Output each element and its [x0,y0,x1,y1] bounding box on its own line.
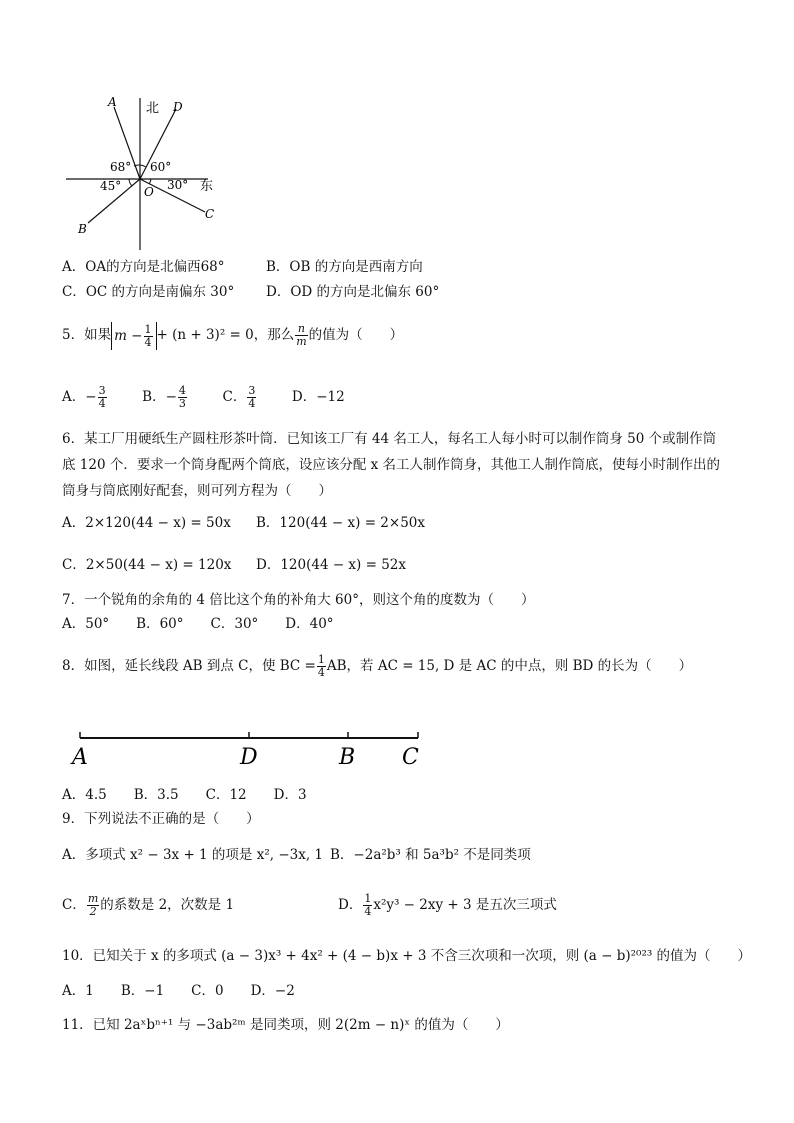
q5-option-b-den: 3 [178,397,186,410]
q5-frac1-num: 1 [144,322,152,336]
q9-option-c-label: C． [62,897,86,913]
segment-diagram [68,724,428,772]
q8-frac-num: 1 [317,653,325,666]
q4-option-b: B．OB 的方向是西南方向 [266,259,423,275]
label-B: B [78,222,87,236]
q5-stem-prefix: 5．如果 [62,327,112,343]
q5-stem-mid: m − [114,327,143,344]
point-B: B [339,745,356,770]
q7-stem: 7．一个锐角的余角的 4 倍比这个角的补角大 60°，则这个角的度数为（ ） [62,592,535,608]
q9-option-b: B．−2a²b³ 和 5a³b² 不是同类项 [330,847,531,863]
q8-stem-a: 8．如图，延长线段 AB 到点 C，使 BC = [62,658,316,674]
q11-stem: 11．已知 2aˣbⁿ⁺¹ 与 −3ab²ᵐ 是同类项，则 2(2m − n)ˣ 的值为（ ） [62,1017,509,1033]
q5-option-c-frac [247,385,256,410]
point-C: C [402,745,419,770]
q5-frac2-num: n [295,323,307,336]
label-D: D [173,100,183,114]
q5-stem-suffix: 的值为（ ） [308,327,404,343]
label-60: 60° [150,160,172,174]
q9-option-d-rest: x²y³ − 2xy + 3 是五次三项式 [373,897,557,913]
label-30: 30° [167,178,189,192]
q6-option-d: D．120(44 − x) = 52x [256,557,406,573]
q5-option-b-label: B．− [142,389,177,405]
q5-stem [62,320,403,350]
q5-option-b-frac [178,385,187,410]
q9-option-c-den: 2 [89,905,97,918]
label-C: C [205,207,215,221]
q5-option-a-label: A．− [62,389,97,405]
q5-option-a-frac [98,385,107,410]
q4-option-d: D．OD 的方向是北偏东 60° [266,284,440,300]
compass-diagram [60,92,230,252]
q4-option-a: A．OA的方向是北偏西68° [62,259,225,275]
label-north: 北 [146,101,160,116]
q5-abs [111,322,156,350]
q5-option-a-den: 4 [98,397,106,410]
q5-frac1-den: 4 [144,335,152,349]
q6-line-2: 底 120 个．要求一个筒身配两个筒底，设应该分配 x 名工人制作筒身，其他工人制作筒底，使每小时制作出的 [62,457,721,473]
q9-option-c-num: m [87,892,99,905]
q10-stem: 10．已知关于 x 的多项式 (a − 3)x³ + 4x² + (4 − b)x + 3 不含三次项和一次项，则 (a − b)²⁰²³ 的值为（ ） [62,948,752,964]
q5-frac2 [295,323,307,348]
q9-option-c-rest: 的系数是 2，次数是 1 [100,897,235,913]
q6-option-a: A．2×120(44 − x) = 50x [62,515,231,531]
q5-option-b-num: 4 [178,384,186,397]
q8-frac-den: 4 [317,666,325,679]
q9-stem: 9．下列说法不正确的是（ ） [62,811,260,827]
q6-line-3: 筒身与筒底刚好配套，则可列方程为（ ） [62,483,332,499]
q9-option-d [338,890,557,920]
q5-option-c-num: 3 [248,384,256,397]
q9-option-c [62,890,234,920]
q9-option-a: A．多项式 x² − 3x + 1 的项是 x², −3x, 1 [62,847,324,863]
q6-option-c: C．2×50(44 − x) = 120x [62,557,232,573]
q9-option-c-frac [87,893,99,918]
q5-stem-mid2: + (n + 3)² = 0，那么 [156,327,295,343]
q6-line-1: 6．某工厂用硬纸生产圆柱形茶叶筒．已知该工厂有 44 名工人，每名工人每小时可以制作筒身 50 个或制作筒 [62,431,717,447]
q5-option-d: D．−12 [291,389,345,405]
q9-option-d-num: 1 [364,892,372,905]
q5-option-a-num: 3 [98,384,106,397]
label-O: O [144,185,154,199]
q5-options [62,382,345,412]
label-68: 68° [110,160,132,174]
label-A: A [108,95,117,109]
point-D: D [240,745,258,770]
point-A: A [72,745,88,770]
q8-stem [62,651,692,681]
q9-option-d-frac [363,893,372,918]
q10-options: A．1 B．−1 C．0 D．−2 [62,983,295,999]
q8-stem-b: AB，若 AC = 15, D 是 AC 的中点，则 BD 的长为（ ） [326,658,693,674]
q8-frac [317,654,326,679]
label-45: 45° [100,179,122,193]
q5-frac1 [144,324,153,349]
q9-option-d-label: D． [338,897,363,913]
q5-option-c-label: C． [222,389,247,405]
q5-frac2-den: m [296,335,307,348]
q9-option-d-den: 4 [364,905,372,918]
q8-options: A．4.5 B．3.5 C．12 D．3 [62,787,307,803]
q7-options: A．50° B．60° C．30° D．40° [62,616,334,632]
q5-option-c-den: 4 [248,397,256,410]
label-east: 东 [200,179,214,194]
q4-option-c: C．OC 的方向是南偏东 30° [62,284,235,300]
q6-option-b: B．120(44 − x) = 2×50x [256,515,425,531]
